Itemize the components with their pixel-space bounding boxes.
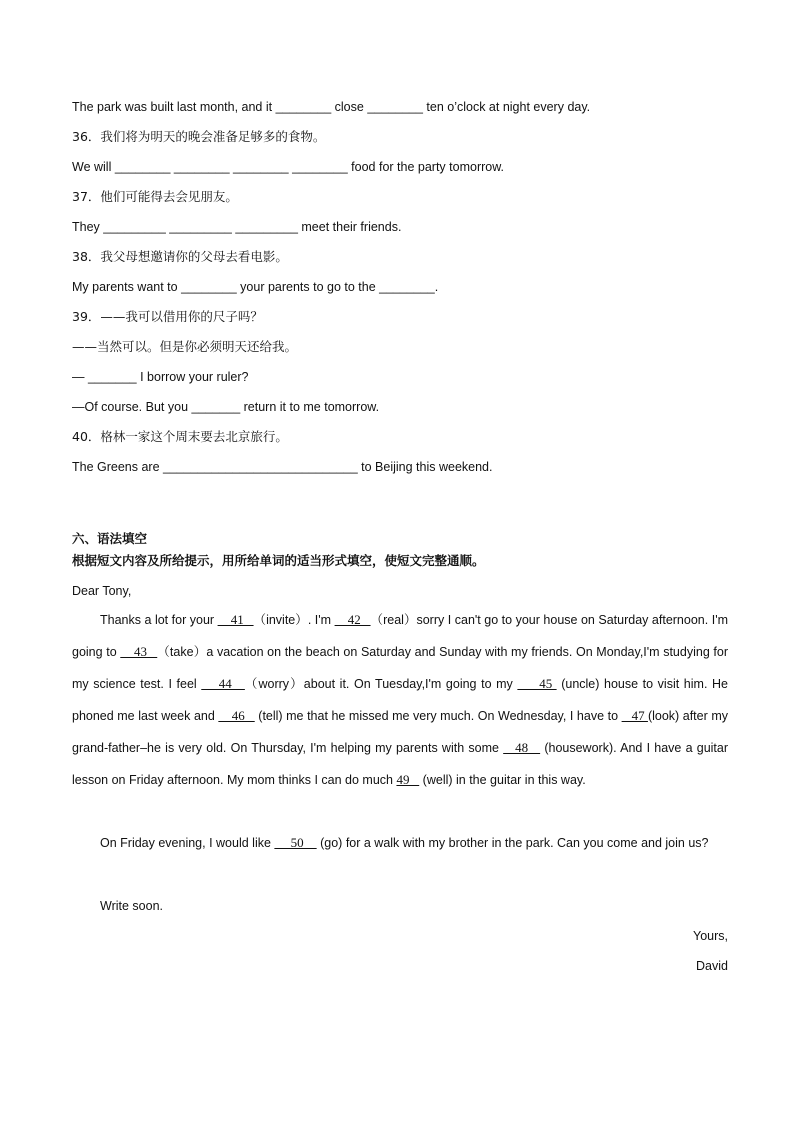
paragraph-text: On Friday evening, I would like <box>100 836 275 850</box>
paragraph-text: （invite）. I'm <box>253 613 335 627</box>
letter-paragraph-1 <box>72 604 728 796</box>
question-39-english-line-2: —Of course. But you _______ return it to me tomorrow. <box>72 400 380 414</box>
blank-41: 41 <box>217 612 254 627</box>
blank-47: 47 <box>621 708 648 723</box>
paragraph-text: (look) after my grand-father–he is very old. On Thursday, I'm helping my parents with some <box>72 709 728 755</box>
question-36-chinese: 36．我们将为明天的晚会准备足够多的食物。 <box>72 129 326 144</box>
blank-46: 46 <box>218 708 255 723</box>
sentence-35-english: The park was built last month, and it ________ close ________ ten o’clock at night every day. <box>72 100 591 114</box>
paragraph-text: (housework). And I have a guitar lesson on Friday afternoon. My mom thinks I can do much <box>72 741 729 787</box>
letter-sign-off: Yours, <box>693 929 728 943</box>
letter-signature: David <box>696 959 728 973</box>
question-39-chinese-line-2: ——当然可以。但是你必须明天还给我。 <box>72 339 298 354</box>
paragraph-text: Thanks a lot for your <box>100 613 218 627</box>
question-36-english: We will ________ ________ ________ ________ food for the party tomorrow. <box>72 160 505 174</box>
blank-49: 49 <box>396 772 420 787</box>
letter-greeting: Dear Tony, <box>72 584 132 598</box>
question-38-english: My parents want to ________ your parents to go to the ________. <box>72 280 439 294</box>
question-39-chinese-line-1: 39．——我可以借用你的尺子吗？ <box>72 309 263 324</box>
blank-44: 44 <box>201 676 245 691</box>
blank-43: 43 <box>120 644 158 659</box>
paragraph-text: (well) in the guitar in this way. <box>419 773 586 787</box>
letter-paragraph-2 <box>72 827 728 859</box>
question-38-chinese: 38．我父母想邀请你的父母去看电影。 <box>72 249 288 264</box>
blank-42: 42 <box>334 612 371 627</box>
blank-50: 50 <box>274 835 317 850</box>
section-title: 六、语法填空 <box>72 531 148 546</box>
blank-45: 45 <box>517 676 557 691</box>
paragraph-text: （worry）about it. On Tuesday,I'm going to my <box>244 677 518 691</box>
question-40-english: The Greens are ____________________________ to Beijing this weekend. <box>72 460 493 474</box>
question-40-chinese: 40．格林一家这个周末要去北京旅行。 <box>72 429 288 444</box>
question-37-english: They _________ _________ _________ meet their friends. <box>72 220 402 234</box>
question-39-english-line-1: — _______ I borrow your ruler? <box>72 370 249 384</box>
question-37-chinese: 37．他们可能得去会见朋友。 <box>72 189 238 204</box>
letter-closing: Write soon. <box>100 899 163 913</box>
paragraph-text: (uncle) house to visit him. He phoned me last week and <box>72 677 728 723</box>
paragraph-text: (go) for a walk with my brother in the park. Can you come and join us? <box>316 836 709 850</box>
paragraph-text: （take）a vacation on the beach on Saturday and Sunday with my friends. On Monday,I'm studying for my science test. I feel <box>72 645 728 691</box>
section-instruction: 根据短文内容及所给提示，用所给单词的适当形式填空，使短文完整通顺。 <box>72 553 485 568</box>
paragraph-text: （real）sorry I can't go to your house on Saturday afternoon. I'm going to <box>72 613 728 659</box>
paragraph-text: (tell) me that he missed me very much. On Wednesday, I have to <box>254 709 622 723</box>
blank-48: 48 <box>503 740 541 755</box>
